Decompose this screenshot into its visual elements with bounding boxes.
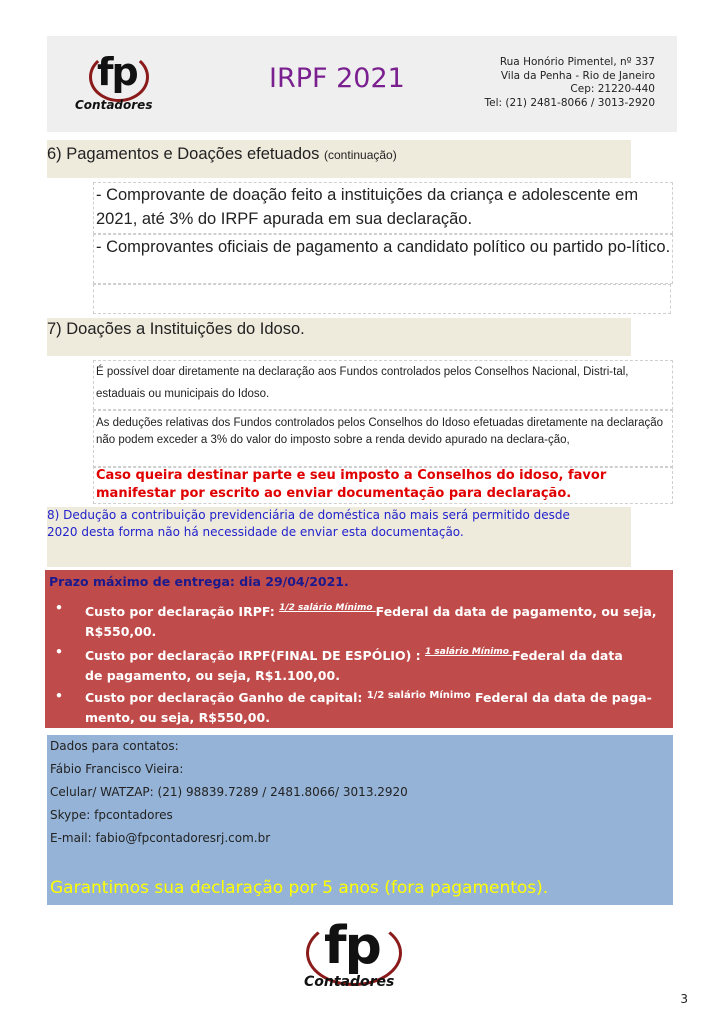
section-7-paragraph: É possível doar diretamente na declaração aos Fundos controlados pelos Conselhos Nacional, Distri-tal, estaduais ou municipais do Idoso. (93, 360, 673, 410)
footer-logo (298, 918, 418, 998)
section-8-line: 2020 desta forma não há necessidade de enviar esta documentação. (47, 525, 464, 539)
section-6-item: - Comprovante de doação feito a instituições da criança e adolescente em 2021, até 3% do IRPF apurada em sua declaração. (93, 182, 673, 234)
company-logo (73, 50, 163, 120)
page-number: 3 (680, 992, 688, 1006)
section-6-empty-row (93, 284, 671, 314)
guarantee-text: Garantimos sua declaração por 5 anos (fora pagamentos). (50, 878, 549, 898)
section-6-continuation: (continuação) (324, 148, 397, 162)
section-8-line: 8) Dedução a contribuição previdenciária de doméstica não mais será permitido desde (47, 508, 570, 522)
section-6-title: 6) Pagamentos e Doações efetuados (47, 145, 325, 163)
logo-contadores: Contadores (304, 974, 395, 990)
address-line: Rua Honório Pimentel, nº 337 (499, 56, 655, 68)
contact-phone: Celular/ WATZAP: (21) 98839.7289 / 2481.8066/ 3013.2920 (50, 785, 408, 799)
contacts-box (47, 735, 673, 905)
address-line: Tel: (21) 2481-8066 / 3013-2920 (484, 96, 655, 109)
deadline-box: Prazo máximo de entrega: dia 29/04/2021. • Custo por declaração IRPF: $^{1/2 salário Mínimo}$ Federal da data de pagamento, ou seja, R$550,00. • Custo por declaração IRPF(FINAL DE ESPÓLIO) : $^{1 salário Mínimo}$ Federal da data de pagamento, ou seja, R$1.100,00. • Custo por declaração Ganho de capital: $^{1/2 salário Mínimo}$ Federal da data de paga- mento, ou seja, R$550,00. (45, 570, 673, 728)
section-6-item: - Comprovantes oficiais de pagamento a candidato político ou partido po-lítico. (93, 234, 673, 284)
section-6-header (47, 140, 631, 178)
logo-contadores: Contadores (75, 98, 153, 112)
section-7-paragraph: As deduções relativas dos Fundos controlados pelos Conselhos do Idoso efetuadas diretamente na declaração não podem exceder a 3% do valor do imposto sobre a renda devido apurado na declara-ção, (93, 410, 673, 468)
contact-email: E-mail: fabio@fpcontadoresrj.com.br (50, 831, 271, 845)
page-header (47, 36, 677, 132)
section-7-header (47, 318, 631, 356)
contact-name: Fábio Francisco Vieira: (50, 762, 184, 776)
logo-fp: fp (97, 50, 137, 94)
page-title: IRPF 2021 (269, 63, 405, 94)
section-7-notice: Caso queira destinar parte e seu imposto a Conselhos do idoso, favor manifestar por escrito ao enviar documentação para declaração. (93, 466, 673, 504)
bullet-icon: • (55, 644, 63, 659)
section-8 (47, 507, 631, 567)
deadline-title: Prazo máximo de entrega: dia 29/04/2021. (49, 574, 349, 589)
logo-fp: fp (324, 916, 380, 976)
address-line: Cep: 21220-440 (570, 83, 655, 95)
contacts-heading: Dados para contatos: (50, 739, 179, 753)
section-7-title: 7) Doações a Instituições do Idoso. (47, 320, 305, 338)
bullet-icon: • (55, 600, 63, 615)
contact-skype: Skype: fpcontadores (50, 808, 173, 822)
address-block (485, 56, 655, 110)
bullet-icon: • (55, 688, 63, 703)
address-line: Vila da Penha - Rio de Janeiro (500, 69, 655, 82)
